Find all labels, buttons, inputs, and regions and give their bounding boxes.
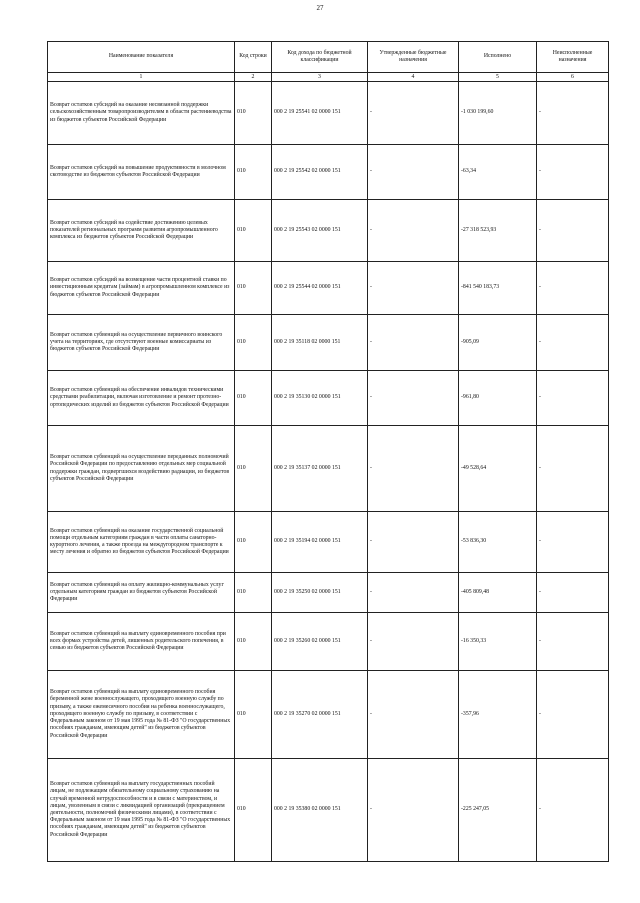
row-code: 010: [235, 371, 272, 426]
row-budget-code: 000 2 19 35380 02 0000 151: [272, 759, 368, 862]
column-number: 3: [272, 73, 368, 82]
row-code: 010: [235, 145, 272, 200]
row-executed: -357,96: [459, 671, 537, 759]
table-row: [48, 82, 609, 145]
row-budget-code: 000 2 19 25543 02 0000 151: [272, 200, 368, 262]
row-executed: -53 836,30: [459, 512, 537, 573]
row-approved: -: [368, 145, 459, 200]
row-name: Возврат остатков субвенций на оказание государственной социальной помощи отдельным категориям граждан в части оплаты санаторно-курортного лечения, а также проезда на междугородном транспорте к месту лечения и обратно из бюджетов субъектов Российской Федерации: [48, 512, 235, 573]
row-name: Возврат остатков субвенций на оплату жилищно-коммунальных услуг отдельным категориям граждан из бюджетов субъектов Российской Федерации: [48, 573, 235, 613]
row-code: 010: [235, 262, 272, 315]
row-unexecuted: -: [537, 145, 609, 200]
row-approved: -: [368, 82, 459, 145]
row-name: Возврат остатков субвенций на выплату единовременного пособия беременной жене военнослужащего, проходящего военную службу по призыву, а также ежемесячного пособия на ребенка военнослужащего, проходящего военную службу по призыву, в соответствии с Федеральным законом от 19 мая 1995 года № 81-ФЗ "О государственных пособиях гражданам, имеющим детей" из бюджетов субъектов Российской Федерации: [48, 671, 235, 759]
row-executed: -961,80: [459, 371, 537, 426]
row-code: 010: [235, 671, 272, 759]
row-executed: -49 528,64: [459, 426, 537, 512]
header-unexecuted: Неисполненные назначения: [537, 42, 609, 73]
row-budget-code: 000 2 19 25544 02 0000 151: [272, 262, 368, 315]
table-row: [48, 200, 609, 262]
row-unexecuted: -: [537, 613, 609, 671]
table-body: [48, 82, 609, 862]
row-unexecuted: -: [537, 759, 609, 862]
page-number: 27: [316, 4, 324, 12]
row-approved: -: [368, 613, 459, 671]
row-unexecuted: -: [537, 315, 609, 371]
row-approved: -: [368, 671, 459, 759]
row-unexecuted: -: [537, 573, 609, 613]
row-executed: -225 247,05: [459, 759, 537, 862]
row-code: 010: [235, 759, 272, 862]
row-approved: -: [368, 426, 459, 512]
row-budget-code: 000 2 19 35194 02 0000 151: [272, 512, 368, 573]
row-budget-code: 000 2 19 25541 02 0000 151: [272, 82, 368, 145]
row-unexecuted: -: [537, 371, 609, 426]
table-row: [48, 426, 609, 512]
row-executed: -16 350,33: [459, 613, 537, 671]
header-code: Код строки: [235, 42, 272, 73]
column-number: 6: [537, 73, 609, 82]
row-approved: -: [368, 512, 459, 573]
row-approved: -: [368, 573, 459, 613]
row-name: Возврат остатков субвенций на осуществление первичного воинского учета на территориях, где отсутствуют военные комиссариаты из бюджетов субъектов Российской Федерации: [48, 315, 235, 371]
row-code: 010: [235, 573, 272, 613]
row-executed: -841 540 183,73: [459, 262, 537, 315]
column-number: 4: [368, 73, 459, 82]
row-name: Возврат остатков субвенций на выплату государственных пособий лицам, не подлежащим обязательному социальному страхованию на случай временной нетрудоспособности и в связи с материнством, и лицам, уволенным в связи с ликвидацией организаций (прекращением деятельности, полномочий физическими лицами), в соответствии с Федеральным законом от 19 мая 1995 года № 81-ФЗ "О государственных пособиях гражданам, имеющим детей" из бюджетов субъектов Российской Федерации: [48, 759, 235, 862]
table-row: [48, 613, 609, 671]
row-executed: -1 030 199,60: [459, 82, 537, 145]
column-number-row: [48, 73, 609, 82]
row-unexecuted: -: [537, 671, 609, 759]
row-name: Возврат остатков субсидий на оказание несвязанной поддержки сельскохозяйственным товаропроизводителям в области растениеводства из бюджетов субъектов Российской Федерации: [48, 82, 235, 145]
column-number: 1: [48, 73, 235, 82]
header-row: [48, 42, 609, 73]
table-row: [48, 759, 609, 862]
header-executed: Исполнено: [459, 42, 537, 73]
row-name: Возврат остатков субвенций на выплату единовременного пособия при всех формах устройства детей, лишенных родительского попечения, в семью из бюджетов субъектов Российской Федерации: [48, 613, 235, 671]
row-budget-code: 000 2 19 35130 02 0000 151: [272, 371, 368, 426]
row-budget-code: 000 2 19 35260 02 0000 151: [272, 613, 368, 671]
row-code: 010: [235, 512, 272, 573]
row-budget-code: 000 2 19 25542 02 0000 151: [272, 145, 368, 200]
row-unexecuted: -: [537, 82, 609, 145]
row-executed: -63,34: [459, 145, 537, 200]
row-approved: -: [368, 200, 459, 262]
table-row: [48, 371, 609, 426]
budget-report-table: [47, 41, 609, 862]
row-code: 010: [235, 315, 272, 371]
row-name: Возврат остатков субвенций на осуществление переданных полномочий Российской Федерации по предоставлению отдельных мер социальной поддержки граждан, подвергшихся воздействию радиации, из бюджетов субъектов Российской Федерации: [48, 426, 235, 512]
row-approved: -: [368, 262, 459, 315]
row-unexecuted: -: [537, 426, 609, 512]
header-name: Наименование показателя: [48, 42, 235, 73]
row-budget-code: 000 2 19 35250 02 0000 151: [272, 573, 368, 613]
header-budget-code: Код дохода по бюджетной классификации: [272, 42, 368, 73]
row-code: 010: [235, 82, 272, 145]
row-unexecuted: -: [537, 512, 609, 573]
row-executed: -405 809,48: [459, 573, 537, 613]
row-unexecuted: -: [537, 262, 609, 315]
row-budget-code: 000 2 19 35270 02 0000 151: [272, 671, 368, 759]
table-row: [48, 671, 609, 759]
table-row: [48, 573, 609, 613]
row-name: Возврат остатков субсидий на повышение продуктивности в молочном скотоводстве из бюджетов субъектов Российской Федерации: [48, 145, 235, 200]
row-approved: -: [368, 371, 459, 426]
column-number: 5: [459, 73, 537, 82]
row-executed: -27 318 523,93: [459, 200, 537, 262]
row-name: Возврат остатков субсидий на возмещение части процентной ставки по инвестиционным кредитам (займам) в агропромышленном комплексе из бюджетов субъектов Российской Федерации: [48, 262, 235, 315]
row-unexecuted: -: [537, 200, 609, 262]
table-row: [48, 512, 609, 573]
row-budget-code: 000 2 19 35137 02 0000 151: [272, 426, 368, 512]
header-approved: Утвержденные бюджетные назначения: [368, 42, 459, 73]
row-approved: -: [368, 315, 459, 371]
row-approved: -: [368, 759, 459, 862]
table-row: [48, 315, 609, 371]
row-name: Возврат остатков субсидий на содействие достижению целевых показателей региональных программ развития агропромышленного комплекса из бюджетов субъектов Российской Федерации: [48, 200, 235, 262]
row-budget-code: 000 2 19 35118 02 0000 151: [272, 315, 368, 371]
table-row: [48, 145, 609, 200]
row-name: Возврат остатков субвенций на обеспечение инвалидов техническими средствами реабилитации, включая изготовление и ремонт протезно-ортопедических изделий из бюджетов субъектов Российской Федерации: [48, 371, 235, 426]
row-code: 010: [235, 200, 272, 262]
row-executed: -905,09: [459, 315, 537, 371]
row-code: 010: [235, 426, 272, 512]
row-code: 010: [235, 613, 272, 671]
table-row: [48, 262, 609, 315]
column-number: 2: [235, 73, 272, 82]
